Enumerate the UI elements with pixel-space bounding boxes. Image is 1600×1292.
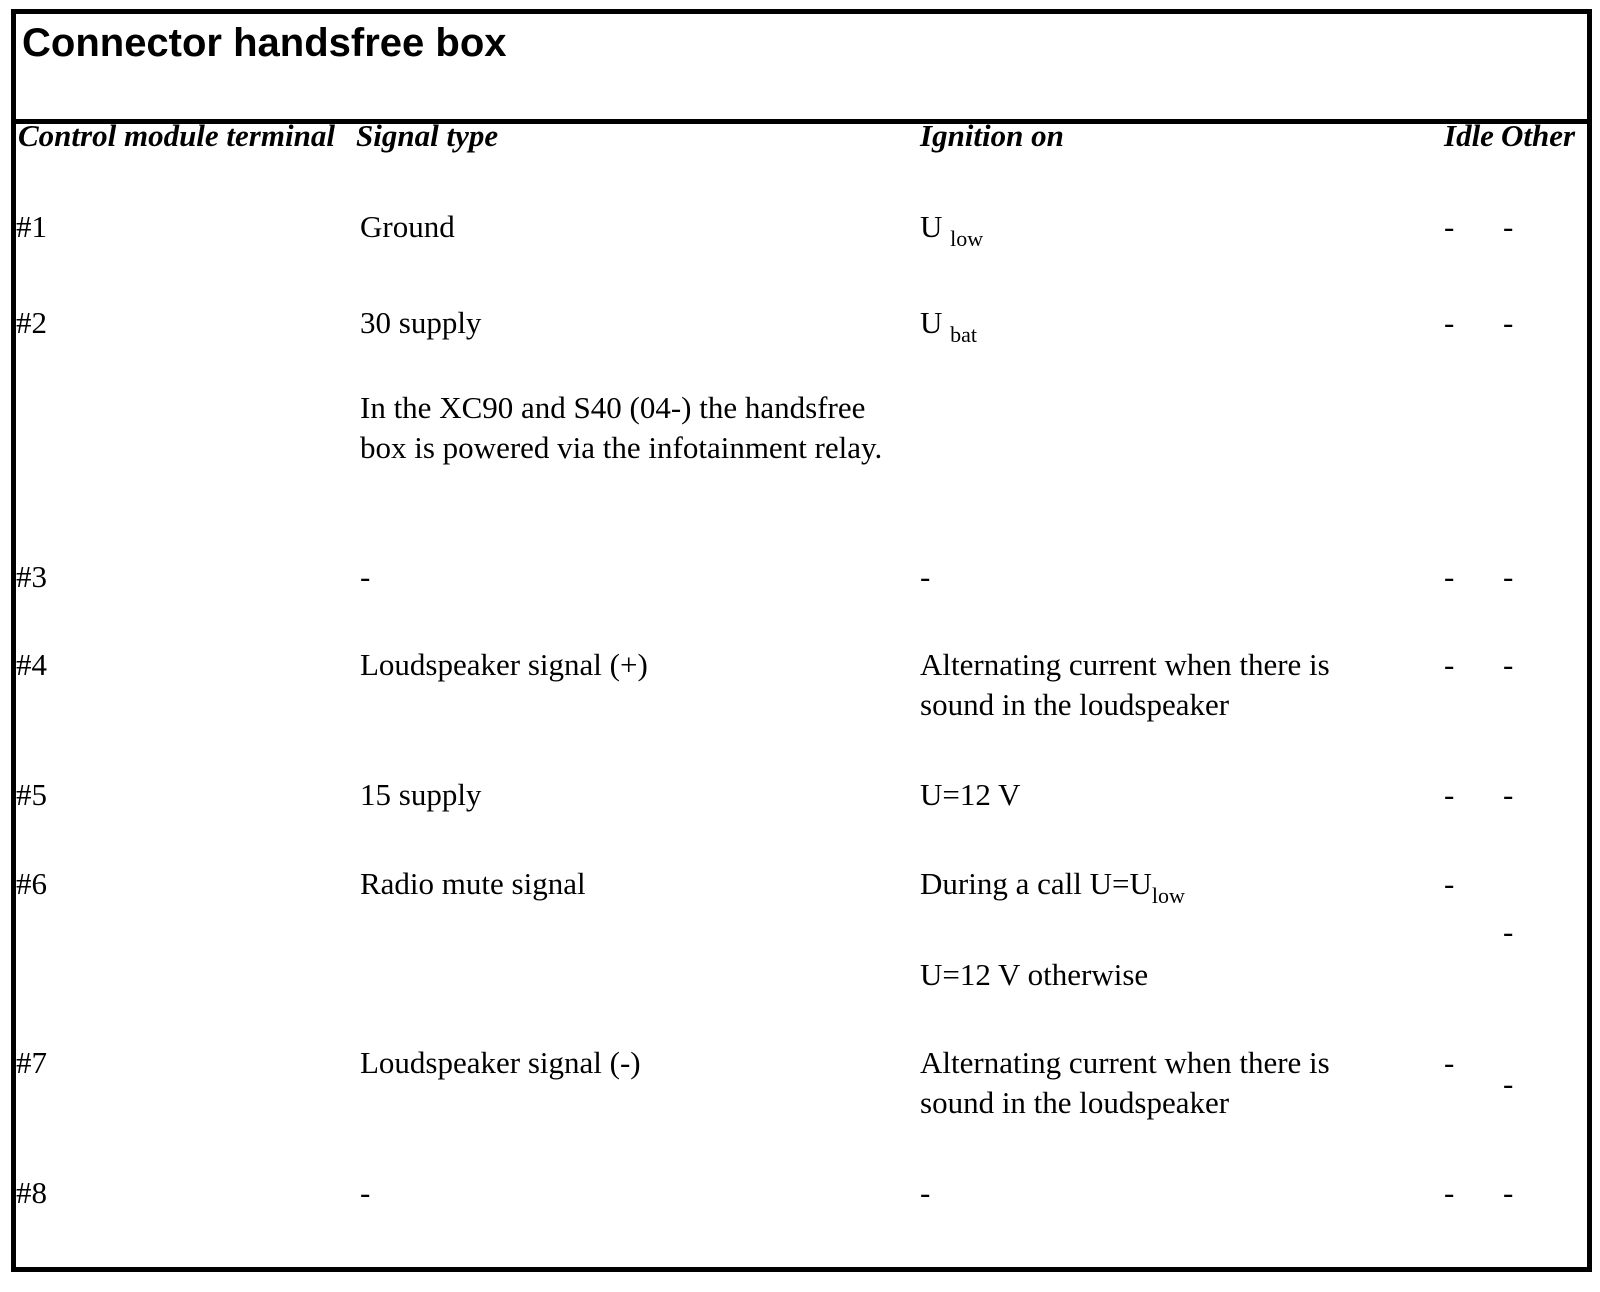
row-4-signal: Loudspeaker signal (+): [360, 647, 648, 682]
row-6-ignition-extra: U=12 V otherwise: [920, 957, 1149, 992]
row-7-ignition-line-2: sound in the loudspeaker: [920, 1085, 1230, 1120]
row-2-signal: 30 supply: [360, 305, 482, 340]
row-7-ignition-line-1: Alternating current when there is: [920, 1045, 1330, 1080]
connector-table: [11, 9, 1592, 1272]
row-7-terminal: #7: [16, 1045, 47, 1080]
row-3-idle: -: [1444, 559, 1455, 594]
row-6-ignition: During a call $U=U_{low}$: [920, 866, 1185, 908]
row-6-idle: -: [1444, 866, 1455, 901]
row-5-other: -: [1503, 777, 1514, 812]
row-1-signal: Ground: [360, 209, 455, 244]
header-signal-type: Signal type: [356, 118, 499, 153]
row-6-signal: Radio mute signal: [360, 866, 586, 901]
row-2-terminal: #2: [16, 305, 47, 340]
row-4-idle: -: [1444, 647, 1455, 682]
title-bar: [16, 14, 1587, 124]
row-6-terminal: #6: [16, 866, 47, 901]
row-8-terminal: #8: [16, 1175, 47, 1210]
row-4-ignition-line-2: sound in the loudspeaker: [920, 687, 1230, 722]
row-2-signal-note: In the XC90 and S40 (04-) the handsfree box is powered via the infotainment relay.: [360, 390, 883, 465]
header-idle: Idle: [1444, 118, 1494, 153]
row-5-terminal: #5: [16, 777, 47, 812]
row-7-other: -: [1503, 1066, 1514, 1101]
row-1-idle: -: [1444, 209, 1455, 244]
header-terminal: Control module terminal: [18, 118, 335, 153]
page-title: Connector handsfree box: [22, 21, 507, 65]
row-5-ignition: U=12 V: [920, 777, 1021, 812]
row-1-ignition: U $_{low}$: [920, 209, 984, 251]
row-2-other: -: [1503, 305, 1514, 340]
row-8-signal: -: [360, 1175, 371, 1210]
row-7-idle: -: [1444, 1045, 1455, 1080]
row-1-other: -: [1503, 209, 1514, 244]
row-8-other: -: [1503, 1175, 1514, 1210]
row-7-signal: Loudspeaker signal (-): [360, 1045, 641, 1080]
row-4-other: -: [1503, 647, 1514, 682]
row-4-terminal: #4: [16, 647, 47, 682]
row-2-idle: -: [1444, 305, 1455, 340]
row-8-ignition: -: [920, 1175, 931, 1210]
header-other: Other: [1501, 118, 1576, 153]
row-4-ignition-line-1: Alternating current when there is: [920, 647, 1330, 682]
row-3-other: -: [1503, 559, 1514, 594]
row-6-other: -: [1503, 914, 1514, 949]
row-5-idle: -: [1444, 777, 1455, 812]
row-3-terminal: #3: [16, 559, 47, 594]
row-2-ignition: U $_{bat}$: [920, 305, 978, 347]
row-3-ignition: -: [920, 559, 931, 594]
row-1-terminal: #1: [16, 209, 47, 244]
row-5-signal: 15 supply: [360, 777, 482, 812]
header-ignition-on: Ignition on: [920, 118, 1064, 153]
row-3-signal: -: [360, 559, 371, 594]
row-8-idle: -: [1444, 1175, 1455, 1210]
